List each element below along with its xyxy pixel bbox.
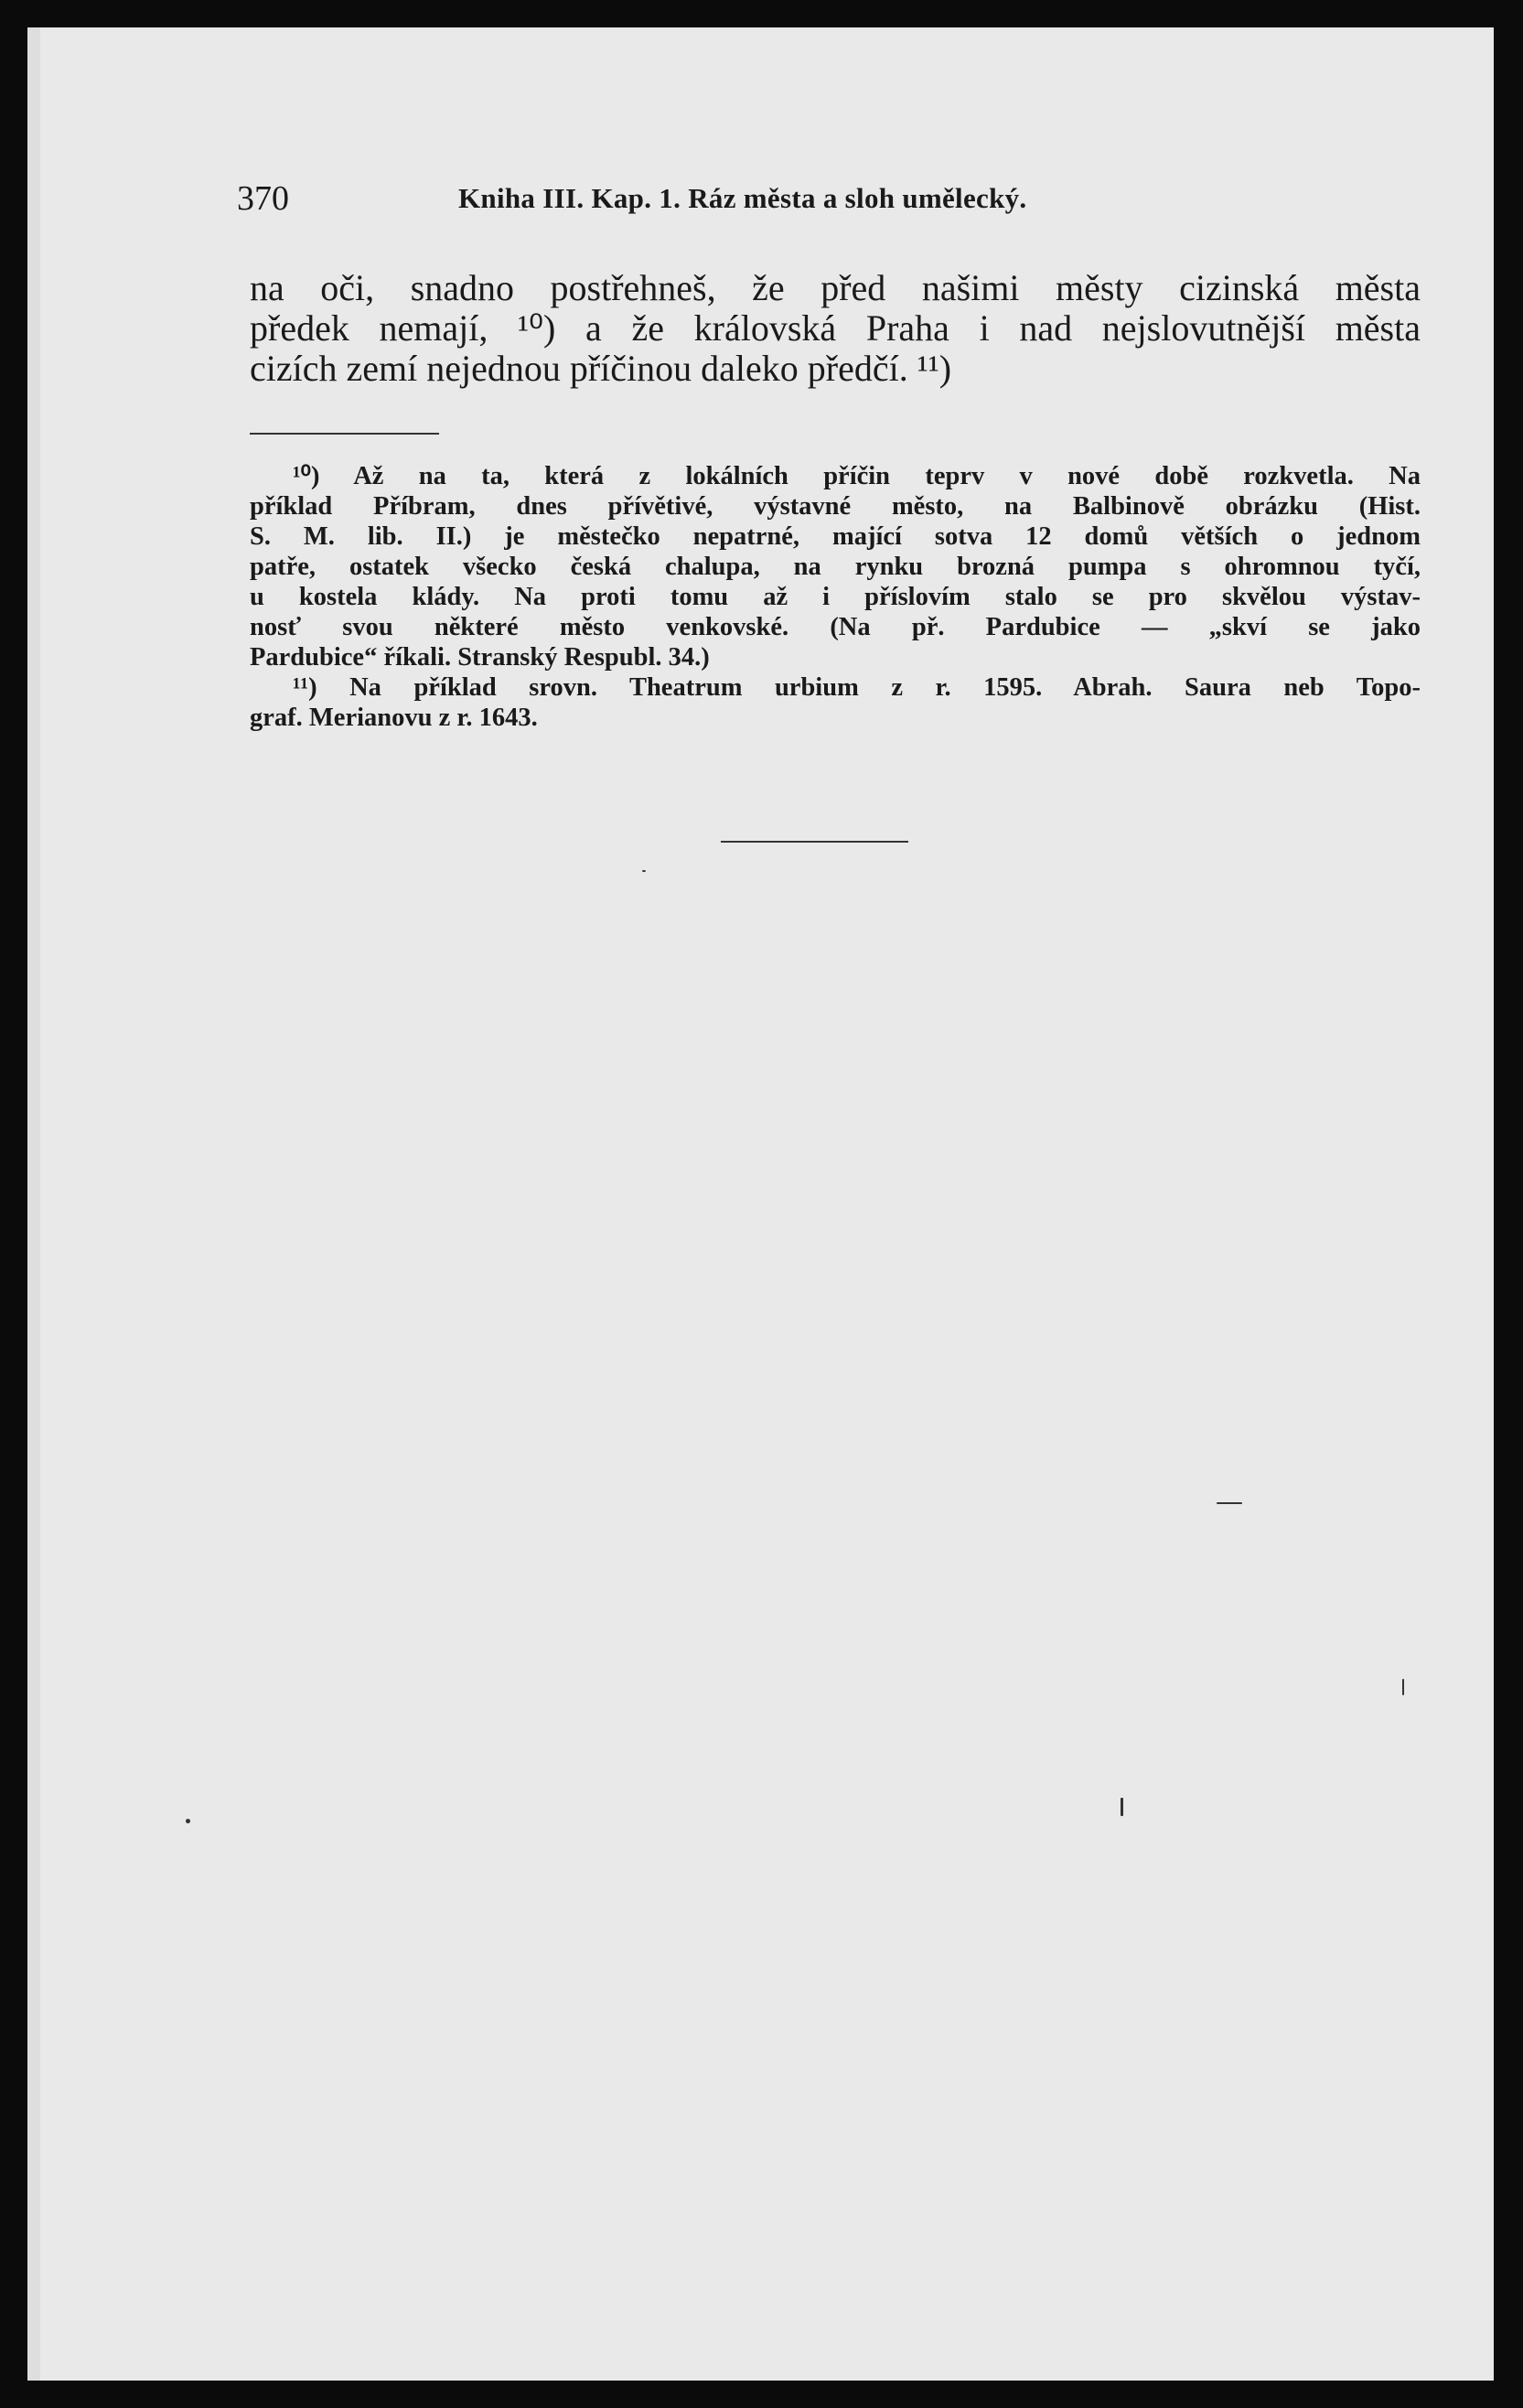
page-number: 370 <box>237 179 289 218</box>
footnote-line: nosť svou některé město venkovské. (Na př. Pardubice — „skví se jako <box>250 613 1421 641</box>
scan-speck <box>186 1819 190 1823</box>
footnote-line: graf. Merianovu z r. 1643. <box>250 704 538 732</box>
footnote-line: ¹⁰) Až na ta, která z lokálních příčin teprv v nové době rozkvetla. Na <box>293 462 1421 490</box>
body-line: na oči, snadno postřehneš, že před našimi městy cizinská města <box>250 267 1421 308</box>
running-head-title: Kniha III. Kap. 1. Ráz města a sloh umělecký. <box>458 182 1027 214</box>
page-edge-shadow <box>27 27 40 2381</box>
footnote-line: ¹¹) Na příklad srovn. Theatrum urbium z r. 1595. Abrah. Saura neb Topo- <box>293 673 1421 702</box>
footnote-line: příklad Příbram, dnes přívětivé, výstavné město, na Balbinově obrázku (Hist. <box>250 492 1421 521</box>
scan-speck <box>1402 1679 1404 1695</box>
body-line: předek nemají, ¹⁰) a že královská Praha i nad nejslovutnější města <box>250 307 1421 349</box>
footnote-line: Pardubice“ říkali. Stranský Respubl. 34.) <box>250 643 710 672</box>
scan-speck <box>1121 1798 1123 1816</box>
end-of-text-rule <box>721 841 908 843</box>
footnote-separator-rule <box>250 433 439 435</box>
body-paragraph <box>250 268 1421 389</box>
scan-speck <box>1217 1502 1242 1504</box>
body-line: cizích zemí nejednou příčinou daleko předčí. ¹¹) <box>250 348 952 389</box>
book-page <box>27 27 1494 2381</box>
running-head <box>237 178 1197 233</box>
footnote-line: S. M. lib. II.) je městečko nepatrné, mající sotva 12 domů větších o jednom <box>250 522 1421 551</box>
scan-speck <box>642 870 646 872</box>
footnotes <box>250 461 1421 733</box>
footnote-line: patře, ostatek všecko česká chalupa, na rynku brozná pumpa s ohromnou tyčí, <box>250 553 1421 581</box>
footnote-line: u kostela klády. Na proti tomu až i příslovím stalo se pro skvělou výstav- <box>250 583 1421 611</box>
